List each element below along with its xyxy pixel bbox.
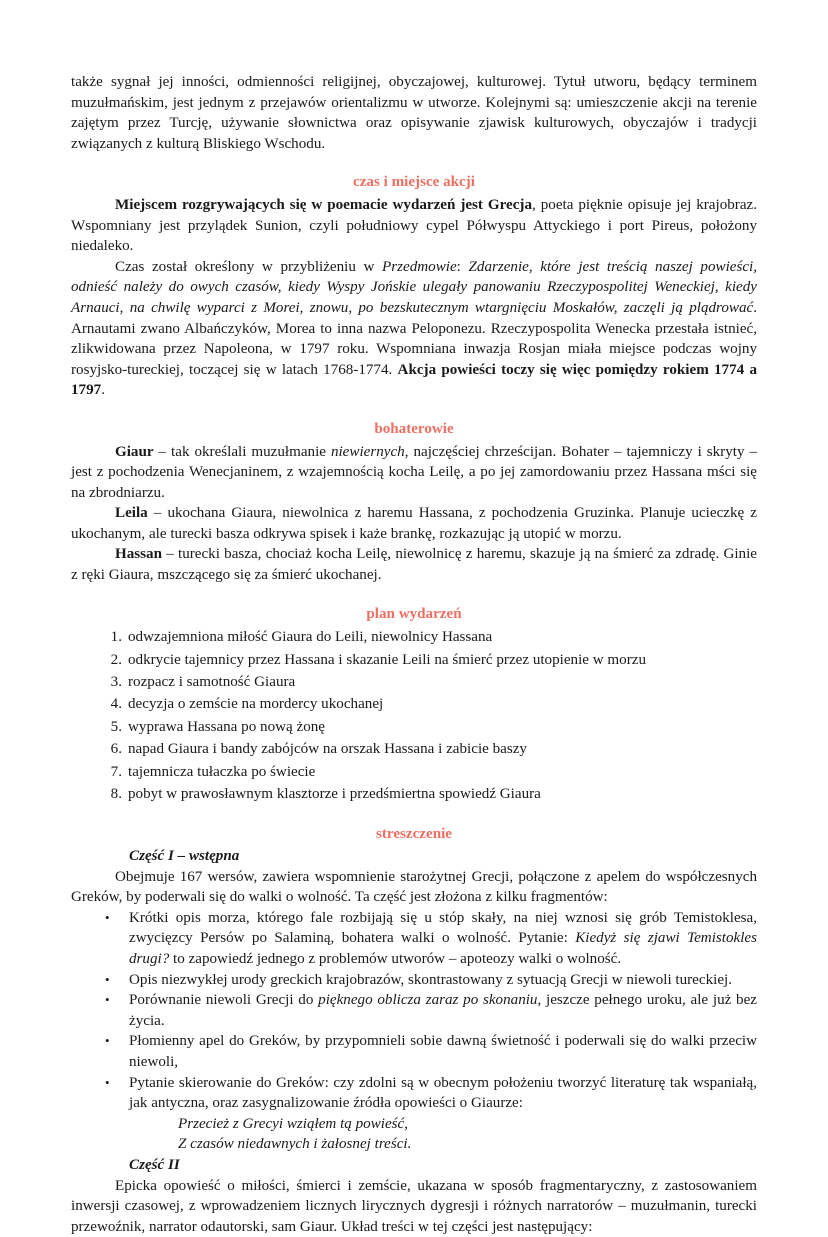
heading-bohaterowie: bohaterowie [374,420,454,437]
character-giaur-desc-b: , najczęściej chrześcijan. Bohater – tajemniczy i skryty – jest z pochodzenia Wenecjaninem, z wzajemnością kocha Leilę, a po jej zamordowaniu przez Hassana mści się na zbrodniarzu. [71,443,758,501]
czas-paragraph-2 [71,257,757,401]
czas-paragraph-1 [71,195,757,257]
character-leila-name: Leila [115,505,148,522]
character-giaur-desc-a: tak określali muzułmanie [171,443,331,460]
list-item: tajemnicza tułaczka po świecie [128,763,316,780]
bullet-3-text-a: Porównanie niewoli Grecji do [129,992,319,1009]
czas-paragraph-1-bold: Miejscem rozgrywających się w poemacie wydarzeń jest Grecja [115,196,533,213]
list-item [71,908,757,970]
czas-p2-title: Przedmowie [382,258,457,275]
czas-p2-period: . [101,382,105,399]
list-item: rozpacz i samotność Giaura [128,674,296,691]
bullet-4-text: Płomienny apel do Greków, by przypomnieli sobie dawną świetność i poderwali się do walki przeciw niewoli, [129,1033,757,1071]
bullet-3-quote: pięknego oblicza zaraz po skonaniu [318,992,538,1009]
part-heading-2: Część II [129,1157,180,1173]
czas-p2-lead: Czas został określony w przybliżeniu w [115,258,383,275]
character-hassan-name: Hassan [115,546,162,563]
intro-paragraph: także sygnał jej inności, odmienności religijnej, obyczajowej, kulturowej. Tytuł utworu, będący terminem muzułmańskim, jest jednym z przejawów orientalizmu w utworze. Kolejnymi są: umieszczenie akcji na terenie zajętym przez Turcję, używanie słownictwa oraz opisywanie zjawisk kulturowych, obyczajów i tradycji związanych z kulturą Bliskiego Wschodu. [71,74,757,152]
czas-p2-conclusion: Akcja powieści toczy się więc pomiędzy rokiem 1774 a 1797 [71,361,757,399]
list-item [71,1073,757,1114]
czas-p2-body: . Arnautami zwano Albańczyków, Morea to inna nazwa Peloponezu. Rzeczypospolita Wenecka przestała istnieć, zlikwidowana przez Napoleona, w 1797 roku. Wspomniana inwazja Rosjan miała miejsce podczas wojny rosyjsko-tureckiej, toczącej się w latach 1768-1774. [71,299,757,378]
verse-line-1: Przecież z Grecyi wziąłem tą powieść, [178,1115,408,1132]
streszczenie-bullets [71,908,757,1114]
character-giaur [71,442,757,504]
spacer [71,401,757,419]
verse-line-2: Z czasów niedawnych i żałosnej treści. [178,1136,412,1153]
character-hassan-dash: – [161,546,179,563]
streszczenie-part2-intro: Epicka opowieść o miłości, śmierci i zemście, ukazana w sposób fragmentaryczny, z zastosowaniem inwersji czasowej, z wprowadzeniem licznych lirycznych dygresji i różnych narratorów – muzułmanin, turecki przewoźnik, narrator odautorski, sam Giaur. Układ treści w tej części jest następujący: [71,1177,757,1235]
part-heading-1: Część I – wstępna [129,848,240,865]
list-item: napad Giaura i bandy zabójców na orszak Hassana i zabicie baszy [128,741,527,758]
heading-plan-wydarzen: plan wydarzeń [366,605,462,622]
character-hassan [71,544,757,585]
heading-streszczenie: streszczenie [376,825,452,842]
plan-wydarzen-list [71,626,757,805]
list-item [71,1031,757,1072]
heading-czas-i-miejsce-akcji: czas i miejsce akcji [353,174,475,191]
list-item [71,990,757,1031]
czas-p2-colon: : [456,258,469,275]
character-hassan-desc: turecki basza, chociaż kocha Leilę, niewolnicę z haremu, skazuje ją na śmierć za zdradę. Ginie z ręki Giaura, mszczącego się za śmierć ukochanej. [71,546,757,584]
list-item: odwzajemniona miłość Giaura do Leili, niewolnicy Hassana [128,629,493,646]
spacer [71,154,757,172]
list-item [71,970,757,991]
character-giaur-name: Giaur [115,443,154,460]
character-leila-desc: ukochana Giaura, niewolnica z haremu Hassana, z pochodzenia Gruzinka. Planuje ucieczkę z ukochanym, ale turecki basza odkrywa spisek i każe brankę, rozkazując ją utopić w morzu. [71,505,757,542]
streszczenie-part1-intro: Obejmuje 167 wersów, zawiera wspomnienie starożytnej Grecji, połączone z apelem do współczesnych Greków, by poderwali się do walki o wolność. Ta część jest złożona z kilku fragmentów: [71,868,757,906]
spacer [71,806,757,824]
list-item: wyprawa Hassana po nową żonę [128,718,325,735]
list-item: pobyt w prawosławnym klasztorze i przedśmiertna spowiedź Giaura [128,786,541,803]
list-item: odkrycie tajemnicy przez Hassana i skazanie Leili na śmierć przez utopienie w morzu [128,651,646,668]
spacer [71,586,757,604]
character-leila [71,503,757,544]
character-leila-dash: – [147,505,168,522]
bullet-1-text-b: to zapowiedź jednego z problemów utworów – apoteozy walki o wolność. [169,951,622,968]
bullet-3-text-b: , jeszcze pełnego uroku, ale już bez życia. [129,992,757,1029]
bullet-5-text: Pytanie skierowanie do Greków: czy zdolni są w obecnym położeniu tworzyć literaturę tak wspaniałą, jak antyczna, oraz zasygnalizowanie źródła opowieści o Giaurze: [129,1074,757,1112]
bullet-1-text-a: Krótki opis morza, którego fale rozbijają się u stóp skały, na niej wznosi się grób Temistoklesa, zwycięzcy Persów po Salaminą, bohatera walki o wolność. Pytanie: [129,909,757,947]
character-giaur-dash: – [153,443,172,460]
bullet-1-quote: Kiedyż się zjawi Temistokles drugi? [129,930,757,968]
czas-paragraph-1-rest: , poeta pięknie opisuje jej krajobraz. Wspomniany jest przylądek Sunion, czyli południowy cypel Półwyspu Attyckiego i port Pireus, położony niedaleko. [71,196,757,255]
list-item: decyzja o zemście na mordercy ukochanej [128,696,384,713]
bullet-2-text: Opis niezwykłej urody greckich krajobrazów, skontrastowany z sytuacją Grecji w niewoli tureckiej. [129,971,732,988]
document-body [71,72,757,1237]
czas-p2-quote: Zdarzenie, które jest treścią naszej powieści, odnieść należy do owych czasów, kiedy Wyspy Jońskie ulegały panowaniu Rzeczypospolitej Weneckiej, kiedy Arnauci, na chwilę wyparci z Morei, znowu, po bezskutecznym wtargnięciu Moskałów, zaczęli ją plądrować [71,258,758,316]
character-giaur-desc-italic: niewiernych [330,443,405,460]
